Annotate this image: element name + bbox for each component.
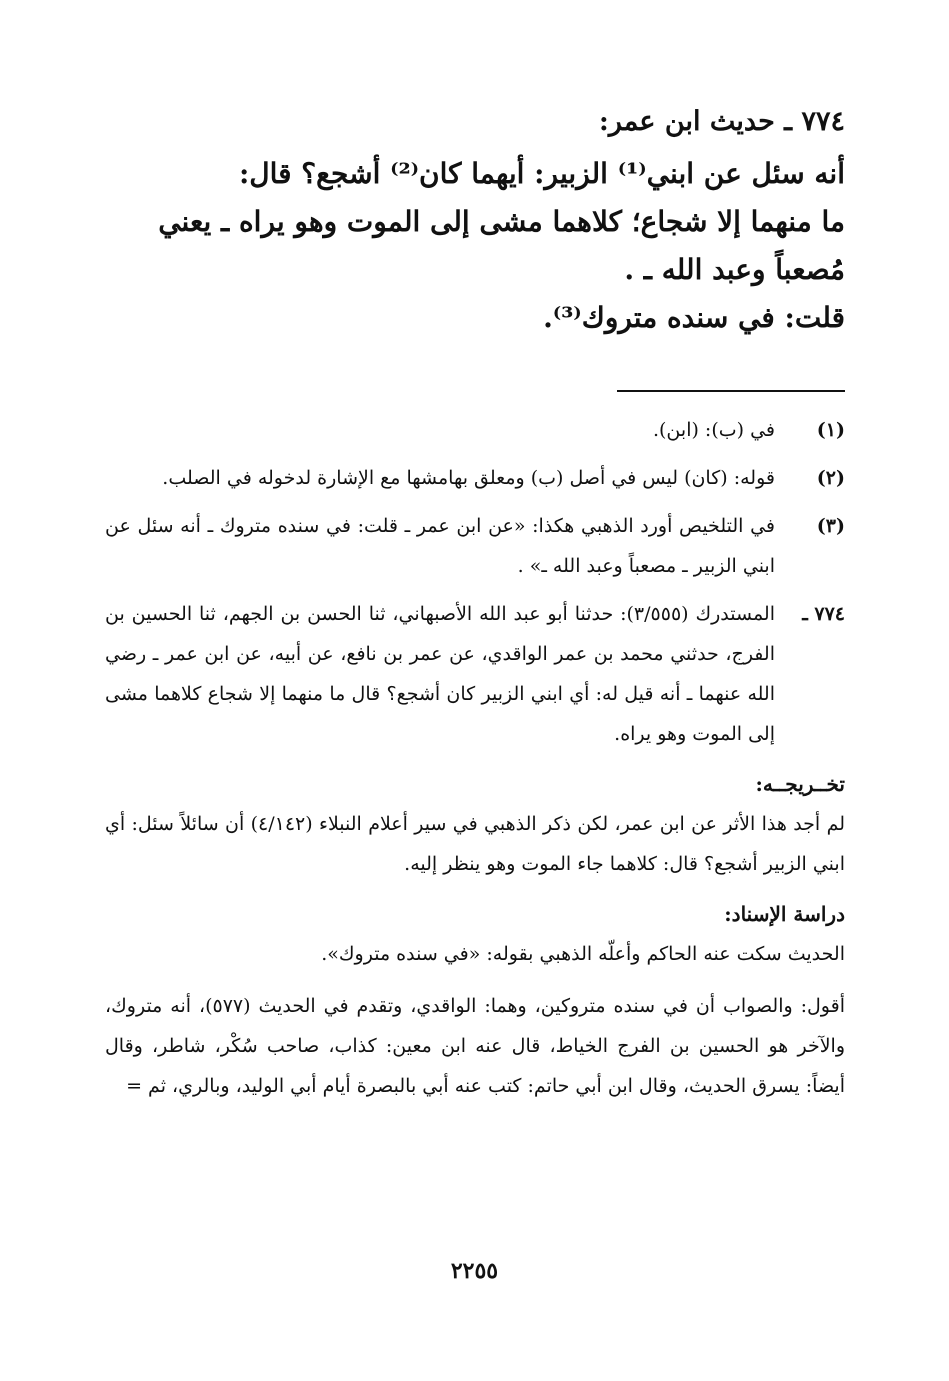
footnote-2-number: (٢) [816, 467, 845, 489]
footnote-2-text: قوله: (كان) ليس في أصل (ب) ومعلق بهامشها مع الإشارة لدخوله في الصلب. [162, 467, 775, 489]
footnote-2 [105, 458, 845, 498]
hadith-line-3: مُصعباً وعبد الله ـ . [624, 253, 845, 286]
isnad-text-1: الحديث سكت عنه الحاكم وأعلّه الذهبي بقوله: «في سنده متروك». [321, 943, 845, 965]
takhrij-text: لم أجد هذا الأثر عن ابن عمر، لكن ذكر الذهبي في سير أعلام النبلاء (٤/١٤٢) أن سائلاً سئل: أي ابني الزبير أشجع؟ قال: كلاهما جاء الموت وهو ينظر إليه. [105, 813, 845, 875]
source-entry-number: ٧٧٤ ـ [802, 603, 845, 625]
source-entry [105, 594, 845, 754]
footnote-1 [105, 410, 845, 450]
page-body [105, 92, 845, 1106]
hadith-text [105, 150, 845, 342]
takhrij-title: تخــريجــه: [755, 772, 845, 796]
hadith-line-2: ما منهما إلا شجاع؛ كلاهما مشى إلى الموت وهو يراه ـ يعني [158, 205, 845, 238]
hadith-line-4: قلت: في سنده متروك⁽³⁾. [543, 301, 845, 334]
hadith-line-1: أنه سئل عن ابني⁽¹⁾ الزبير: أيهما كان⁽²⁾ أشجع؟ قال: [238, 157, 845, 190]
footnote-3 [105, 506, 845, 586]
footnote-separator [617, 390, 845, 392]
footnote-3-text: في التلخيص أورد الذهبي هكذا: «عن ابن عمر ـ قلت: في سنده متروك ـ أنه سئل عن ابني الزبير ـ مصعباً وعبد الله ـ» . [105, 515, 775, 577]
hadith-heading: ٧٧٤ ـ حديث ابن عمر: [598, 106, 845, 137]
footnote-3-number: (٣) [816, 515, 845, 537]
isnad-text-2: أقول: والصواب أن في سنده متروكين، وهما: الواقدي، وتقدم في الحديث (٥٧٧)، أنه متروك، والآخر هو الحسين بن الفرج الخياط، قال عنه ابن معين: كذاب، صاحب سُكْر، شاطر، وقال أيضاً: يسرق الحديث، وقال ابن أبي حاتم: كتب عنه أبي بالبصرة أيام أبي الوليد، وبالري، ثم = [105, 995, 845, 1097]
footnote-1-text: في (ب): (ابن). [652, 419, 775, 441]
isnad-title: دراسة الإسناد: [724, 902, 845, 926]
source-entry-text: المستدرك (٣/٥٥٥): حدثنا أبو عبد الله الأصبهاني، ثنا الحسن بن الجهم، ثنا الحسين بن الفرج، حدثني محمد بن عمر الواقدي، عن عمر بن نافع، عن أبيه، عن ابن عمر ـ رضي الله عنهما ـ أنه قيل له: أي ابني الزبير كان أشجع؟ قال ما منهما إلا شجاع كلاهما مشى إلى الموت وهو يراه. [105, 603, 775, 745]
footnote-1-number: (١) [816, 419, 845, 441]
page-number: ٢٢٥٥ [450, 1258, 499, 1284]
